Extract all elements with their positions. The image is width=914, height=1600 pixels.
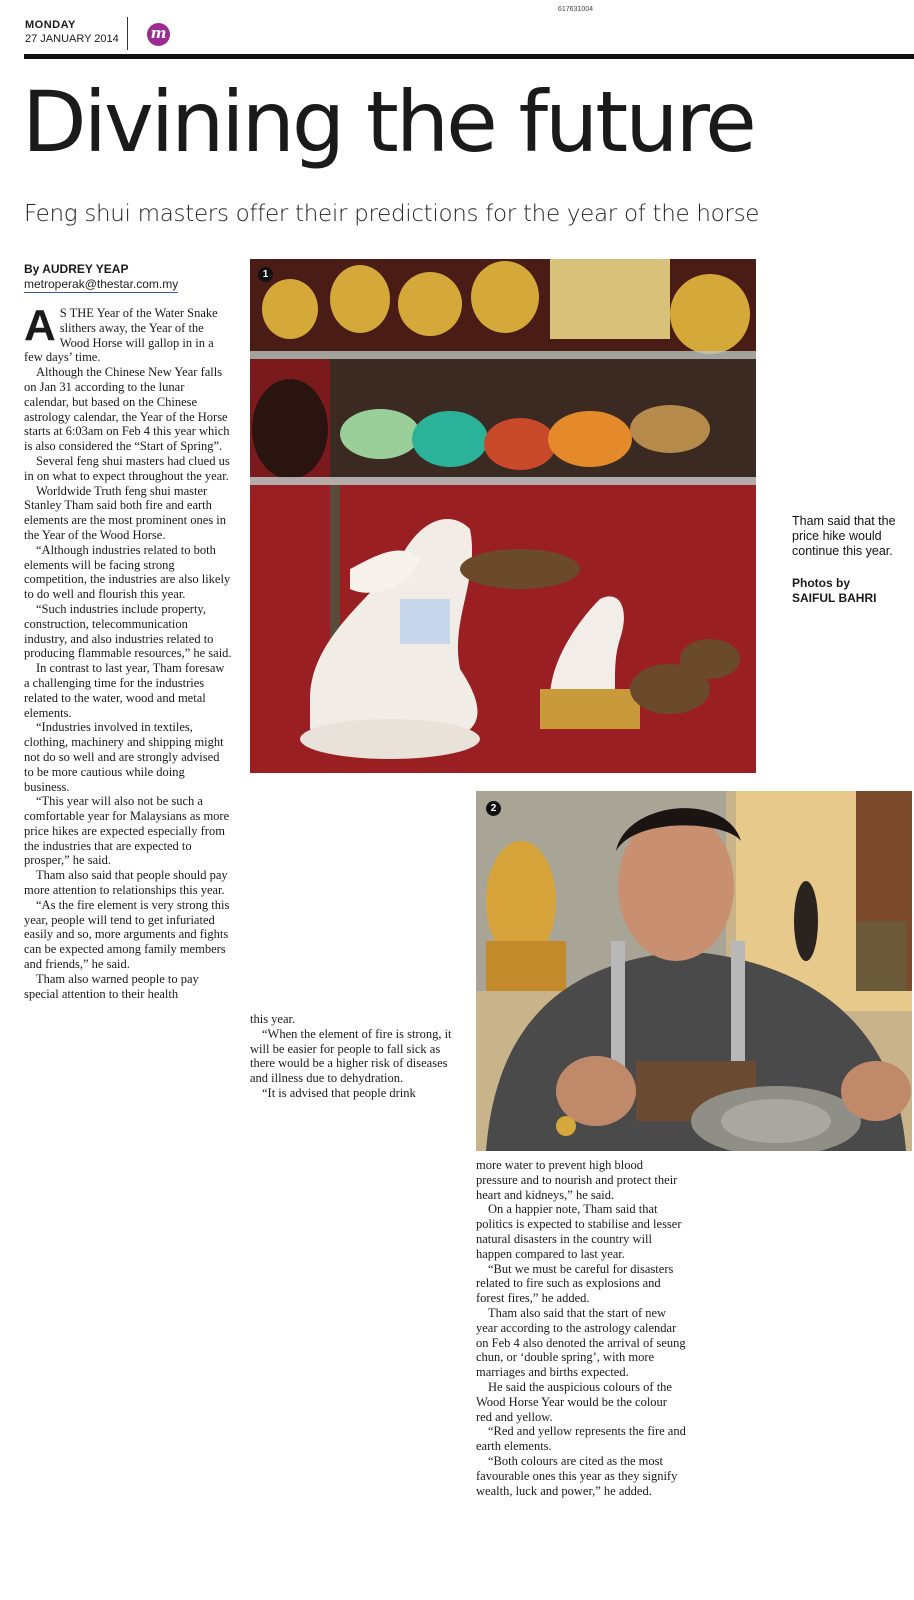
paragraph: Worldwide Truth feng shui master Stanley Tham said both fire and earth elements are the most prominent ones in the Year of the Wood Horse. [24,483,227,542]
article-column-2 [250,1012,460,1101]
headline: Divining the future [22,73,754,171]
paragraph: this year. [250,1012,296,1026]
paragraph: Tham also said that people should pay more attention to relationships this year. [24,868,228,898]
photo-credit-label: Photos by [792,576,851,590]
paragraph: Although the Chinese New Year falls on Jan 31 according to the lunar calendar, but based on the Chinese astrology calendar, the Year of the Horse starts at 6:03am on Feb 4 this year which is also considered the “Start of Spring”. [24,365,230,454]
paragraph: “Industries involved in textiles, clothing, machinery and shipping might not do so well and are strongly advised to be more cautious while doing business. [24,720,224,794]
paragraph: Tham also warned people to pay special attention to their health [24,971,199,1001]
paragraph: In contrast to last year, Tham foresaw a challenging time for the industries related to the water, wood and metal elements. [24,661,225,720]
article-column-1 [24,301,232,1001]
drop-cap: A [24,301,56,350]
paragraph: He said the auspicious colours of the Wood Horse Year would be the colour red and yellow. [476,1379,672,1424]
paragraph: A S THE Year of the Water Snake slithers away, the Year of the Wood Horse will gallop in in a few days’ time. [24,301,218,365]
photo-horse-figurines [250,259,756,773]
paragraph: Several feng shui masters had clued us in on what to expect throughout the year. [24,453,230,483]
issue-date: 27 JANUARY 2014 [25,33,119,45]
subheadline: Feng shui masters offer their predictions for the year of the horse [24,201,760,227]
paragraph: “It is advised that people drink [262,1085,416,1100]
paragraph: “Red and yellow represents the fire and earth elements. [476,1424,686,1454]
issue-day: MONDAY [25,19,76,31]
paragraph: “Although industries related to both elements will be facing strong competition, the industries are also likely to do well and flourish this year. [24,542,231,602]
header-rule [24,54,914,59]
paragraph: “But we must be careful for disasters related to fire such as explosions and forest fires,” he added. [476,1261,674,1306]
page-code: 617631004 [558,6,594,13]
paragraph: “As the fire element is very strong this year, people will tend to get infuriated easily and so, more arguments and fights can be expected among family members and friends,” he said. [24,897,230,972]
photo-feng-shui-master [476,791,912,1151]
author-email-link[interactable]: metroperak@thestar.com.my [24,277,179,291]
paragraph: “When the element of fire is strong, it will be easier for people to fall sick as there would be a higher risk of diseases and illness due to dehydration. [250,1026,452,1086]
photo-credit-name: SAIFUL BAHRI [792,591,877,605]
article-column-3 [476,1158,686,1498]
paragraph: On a happier note, Tham said that politics is expected to stabilise and lesser natural disasters in the country will happen compared to last year. [476,1202,682,1261]
photo-number-badge: 1 [258,267,273,282]
paragraph: “Such industries include property, construction, telecommunication industry, and also industries related to producing flammable resources,” he said. [24,601,232,661]
photo-caption: Tham said that the price hike would continue this year. [792,514,896,558]
photo-number-badge: 2 [486,801,501,816]
paragraph: more water to prevent high blood pressure and to nourish and protect their heart and kidneys,” he said. [476,1158,678,1202]
paragraph: Tham also said that the start of new year according to the astrology calendar on Feb 4 also denoted the arrival of seung chun, or ‘double spring’, with more marriages and births expected. [476,1305,686,1380]
metro-logo: m [147,23,170,46]
paragraph: “Both colours are cited as the most favourable ones this year as they signify wealth, luck and power,” he added. [476,1453,678,1498]
header-divider [127,17,128,50]
paragraph: “This year will also not be such a comfortable year for Malaysians as more price hikes are expected especially from the industries that are expected to prosper,” he said. [24,794,230,868]
byline: By AUDREY YEAP [24,262,129,276]
